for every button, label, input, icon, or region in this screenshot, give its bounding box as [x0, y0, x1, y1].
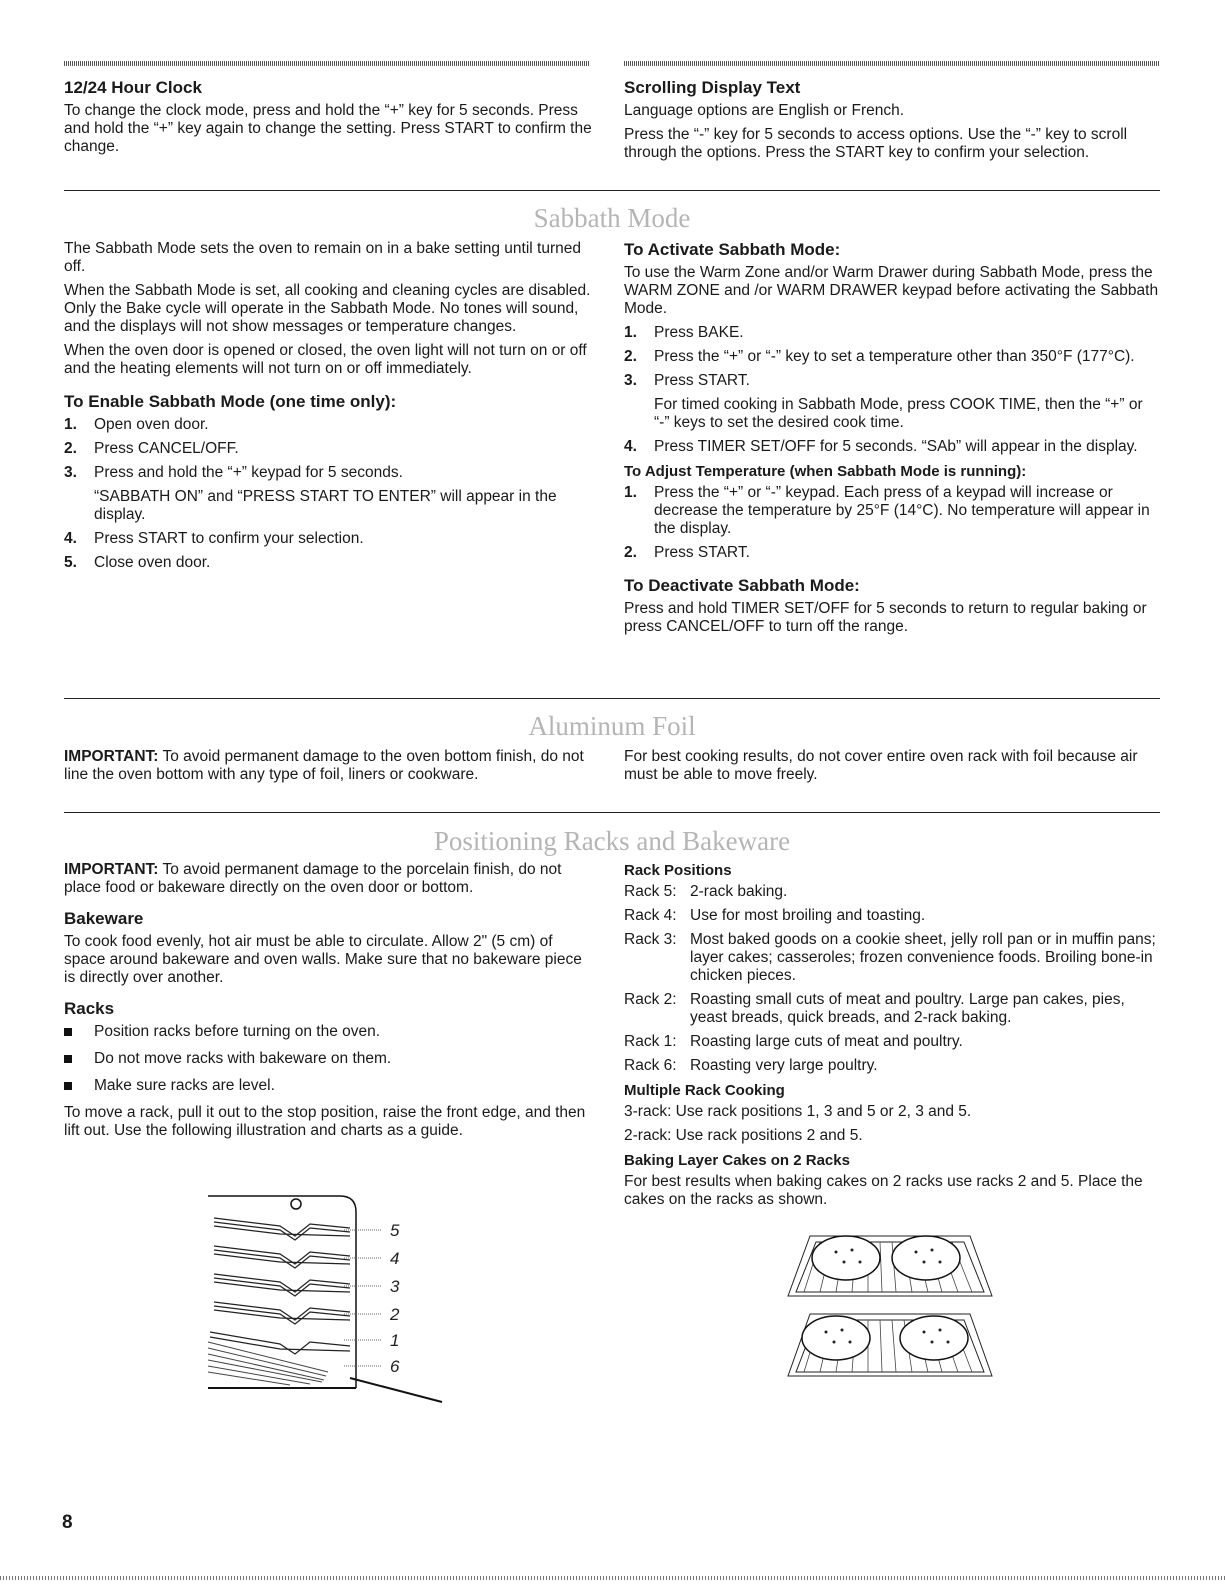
top-hatch-left — [64, 61, 590, 66]
move-rack-body: To move a rack, pull it out to the stop position, raise the front edge, and then lift out. Use the following illustration and charts as a guide. — [64, 1104, 586, 1139]
top-hatch-right — [624, 61, 1160, 66]
list-item: 3. Press START. For timed cooking in Sabbath Mode, press COOK TIME, then the “+” or “-” keys to set the desired cook time. — [624, 372, 1143, 431]
sabbath-left — [64, 240, 594, 578]
bakeware-title: Bakeware — [64, 909, 144, 928]
list-item: 4. Press START to confirm your selection. — [64, 530, 364, 547]
foil-right-text: For best cooking results, do not cover entire oven rack with foil because air must be able to move freely. — [624, 748, 1138, 783]
clock-title: 12/24 Hour Clock — [64, 78, 202, 97]
rack-label-6: 6 — [390, 1357, 400, 1376]
list-item: Make sure racks are level. — [64, 1077, 594, 1095]
scrolling-p1: Language options are English or French. — [624, 102, 905, 119]
adjust-steps — [624, 484, 1160, 562]
rack-label-2: 2 — [390, 1305, 400, 1324]
divider-2 — [64, 698, 1160, 699]
sabbath-section-title: Sabbath Mode — [533, 203, 691, 233]
page-number: 8 — [62, 1512, 73, 1533]
bottom-hatch — [0, 1576, 1225, 1580]
list-item: Rack 5: 2-rack baking. — [624, 883, 788, 900]
activate-intro: To use the Warm Zone and/or Warm Drawer during Sabbath Mode, press the WARM ZONE and /or WARM DRAWER keypad before activating the Sabbath Mode. — [624, 264, 1159, 317]
racks-important: IMPORTANT: To avoid permanent damage to the porcelain finish, do not place food or bakeware directly on the oven door or bottom. — [64, 861, 562, 896]
rack-label-3: 3 — [390, 1277, 400, 1296]
list-item: 2. Press CANCEL/OFF. — [64, 440, 239, 457]
rack-positions-title: Rack Positions — [624, 862, 732, 879]
list-item: 1. Press BAKE. — [624, 324, 744, 341]
sabbath-p1: The Sabbath Mode sets the oven to remain on in a bake setting until turned off. — [64, 240, 581, 275]
activate-steps — [624, 324, 1160, 456]
divider-1 — [64, 190, 1160, 191]
racks-left — [64, 861, 594, 1146]
list-item: Rack 3: Most baked goods on a cookie sheet, jelly roll pan or in muffin pans; layer cakes; casseroles; frozen convenience foods. Broiling bone-in chicken pieces. — [624, 931, 1156, 984]
multiple-rack-title: Multiple Rack Cooking — [624, 1082, 785, 1099]
racks-section-title: Positioning Racks and Bakeware — [433, 826, 791, 856]
foil-section-title: Aluminum Foil — [528, 711, 696, 741]
list-item: Do not move racks with bakeware on them. — [64, 1050, 594, 1068]
deactivate-title: To Deactivate Sabbath Mode: — [624, 576, 860, 595]
foil-important: IMPORTANT: To avoid permanent damage to the oven bottom finish, do not line the oven bottom with any type of foil, liners or cookware. — [64, 748, 584, 783]
layer-cakes-title: Baking Layer Cakes on 2 Racks — [624, 1152, 850, 1169]
multiple-rack-line: 2-rack: Use rack positions 2 and 5. — [624, 1127, 863, 1144]
sabbath-p2: When the Sabbath Mode is set, all cooking and cleaning cycles are disabled. Only the Bake cycle will operate in the Sabbath Mode. No tones will sound, and the displays will not show messages or temperature changes. — [64, 282, 591, 335]
list-item: Rack 2: Roasting small cuts of meat and poultry. Large pan cakes, pies, yeast breads, quick breads, and 2-rack baking. — [624, 991, 1125, 1026]
scrolling-title: Scrolling Display Text — [624, 78, 801, 97]
enable-title: To Enable Sabbath Mode (one time only): — [64, 392, 397, 411]
list-item: 3. Press and hold the “+” keypad for 5 seconds. “SABBATH ON” and “PRESS START TO ENTER” will appear in the display. — [64, 464, 557, 523]
enable-steps — [64, 416, 594, 572]
list-item: 2. Press START. — [624, 544, 750, 561]
racks-bullets — [64, 1023, 594, 1095]
list-item: 5. Close oven door. — [64, 554, 211, 571]
racks-right — [624, 861, 1160, 1215]
layer-cakes-body: For best results when baking cakes on 2 racks use racks 2 and 5. Place the cakes on the racks as shown. — [624, 1173, 1143, 1208]
rack-label-4: 4 — [390, 1249, 400, 1268]
foil-right — [624, 748, 1160, 790]
list-item: 2. Press the “+” or “-” key to set a temperature other than 350°F (177°C). — [624, 348, 1135, 365]
rack-illustration — [200, 1192, 460, 1412]
list-item: Rack 4: Use for most broiling and toasting. — [624, 907, 926, 924]
scrolling-section — [624, 78, 1160, 168]
foil-left — [64, 748, 594, 790]
multiple-rack-line: 3-rack: Use rack positions 1, 3 and 5 or 2, 3 and 5. — [624, 1103, 972, 1120]
list-item: Rack 6: Roasting very large poultry. — [624, 1057, 878, 1074]
clock-section — [64, 78, 594, 162]
adjust-title: To Adjust Temperature (when Sabbath Mode is running): — [624, 463, 1027, 480]
cake-rack-illustration — [780, 1232, 1000, 1392]
rack-label-1: 1 — [390, 1331, 400, 1350]
rack-label-5: 5 — [390, 1221, 400, 1240]
clock-body: To change the clock mode, press and hold the “+” key for 5 seconds. Press and hold the “+” key again to change the setting. Press START to confirm the change. — [64, 102, 592, 155]
deactivate-body: Press and hold TIMER SET/OFF for 5 seconds to return to regular baking or press CANCEL/OFF to turn off the range. — [624, 600, 1147, 635]
list-item: Rack 1: Roasting large cuts of meat and poultry. — [624, 1033, 963, 1050]
activate-title: To Activate Sabbath Mode: — [624, 240, 841, 259]
list-item: 1. Open oven door. — [64, 416, 209, 433]
racks-title: Racks — [64, 999, 115, 1018]
scrolling-p2: Press the “-” key for 5 seconds to access options. Use the “-” key to scroll through the options. Press the START key to confirm your selection. — [624, 126, 1128, 161]
list-item: 1. Press the “+” or “-” keypad. Each press of a keypad will increase or decrease the temperature by 25°F (14°C). No temperature will appear in the display. — [624, 484, 1150, 537]
sabbath-p3: When the oven door is opened or closed, the oven light will not turn on or off and the heating elements will not turn on or off immediately. — [64, 342, 587, 377]
list-item: 4. Press TIMER SET/OFF for 5 seconds. “SAb” will appear in the display. — [624, 438, 1138, 455]
list-item: Position racks before turning on the oven. — [64, 1023, 594, 1041]
sabbath-right — [624, 240, 1160, 642]
divider-3 — [64, 812, 1160, 813]
bakeware-body: To cook food evenly, hot air must be able to circulate. Allow 2" (5 cm) of space around bakeware and oven walls. Make sure that no bakeware piece is directly over another. — [64, 933, 582, 986]
